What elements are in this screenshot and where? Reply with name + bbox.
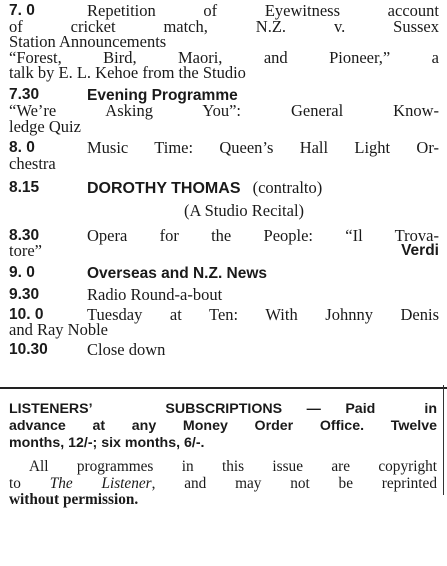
entry-line: of cricket match, N.Z. v. Sussex bbox=[9, 16, 439, 36]
copyright-line bbox=[9, 476, 437, 493]
notice-line: advance at any Money Order Office. Twelve bbox=[9, 418, 437, 434]
entry-line: “Forest, Bird, Maori, and Pioneer,” a bbox=[9, 47, 439, 67]
entry-time: 8. 0 bbox=[9, 139, 35, 156]
entry-composer: Verdi bbox=[401, 242, 439, 259]
entry-time: 7.30 bbox=[9, 85, 40, 103]
copyright-line bbox=[9, 492, 437, 509]
section-divider bbox=[0, 387, 447, 389]
copyright-text: to bbox=[9, 474, 50, 492]
schedule-entry bbox=[9, 265, 439, 282]
entry-time: 10. 0 bbox=[9, 305, 44, 323]
copyright-line: All programmes in this issue are copyright bbox=[29, 458, 437, 475]
programme-schedule bbox=[9, 3, 439, 357]
entry-line: Close down bbox=[87, 339, 166, 359]
schedule-entry bbox=[9, 339, 439, 359]
entry-title-suffix: (contralto) bbox=[252, 178, 323, 197]
schedule-entry bbox=[9, 140, 439, 156]
entry-title: Overseas and N.Z. News bbox=[87, 264, 268, 282]
notice-line: months, 12/-; six months, 6/-. bbox=[9, 435, 205, 451]
entry-time: 10.30 bbox=[9, 340, 48, 358]
entry-time: 9. 0 bbox=[9, 263, 35, 281]
entry-time: 8.15 bbox=[9, 179, 40, 196]
schedule-entry bbox=[9, 287, 439, 303]
entry-line: ledge Quiz bbox=[9, 116, 81, 136]
entry-line-with-composer bbox=[9, 243, 439, 259]
entry-line: Tuesday at Ten: With Johnny Denis bbox=[87, 304, 439, 324]
entry-line: Music Time: Queen’s Hall Light Or- bbox=[87, 138, 439, 157]
copyright-notice bbox=[9, 459, 437, 509]
entry-title: Evening Programme bbox=[87, 86, 238, 104]
entry-line: tore” bbox=[9, 241, 42, 260]
copyright-text: without permission. bbox=[9, 491, 139, 508]
publication-name: The Listener bbox=[49, 474, 152, 492]
entry-line: “We’re Asking You”: General Know- bbox=[9, 101, 439, 120]
entry-subtitle: (A Studio Recital) bbox=[183, 200, 305, 220]
entry-line: Station Announcements bbox=[9, 32, 167, 51]
entry-line: Opera for the People: “Il Trova- bbox=[87, 225, 439, 245]
schedule-entry bbox=[9, 225, 439, 245]
notice-line: LISTENERS’ SUBSCRIPTIONS — Paid in bbox=[9, 401, 437, 417]
entry-line: Repetition of Eyewitness account bbox=[87, 1, 439, 20]
copyright-text: , and may not be reprinted bbox=[151, 474, 437, 492]
entry-line: and Ray Noble bbox=[9, 320, 108, 339]
subscriptions-notice bbox=[9, 401, 437, 452]
entry-time: 8.30 bbox=[9, 226, 40, 244]
entry-line: talk by E. L. Kehoe from the Studio bbox=[9, 63, 246, 82]
entry-line: chestra bbox=[9, 153, 56, 173]
schedule-entry bbox=[9, 180, 439, 197]
entry-time: 7. 0 bbox=[9, 2, 35, 19]
entry-line: Radio Round-a-bout bbox=[87, 285, 223, 304]
column-rule bbox=[443, 385, 444, 495]
entry-time: 9.30 bbox=[9, 286, 40, 303]
entry-title: DOROTHY THOMAS bbox=[87, 180, 241, 197]
